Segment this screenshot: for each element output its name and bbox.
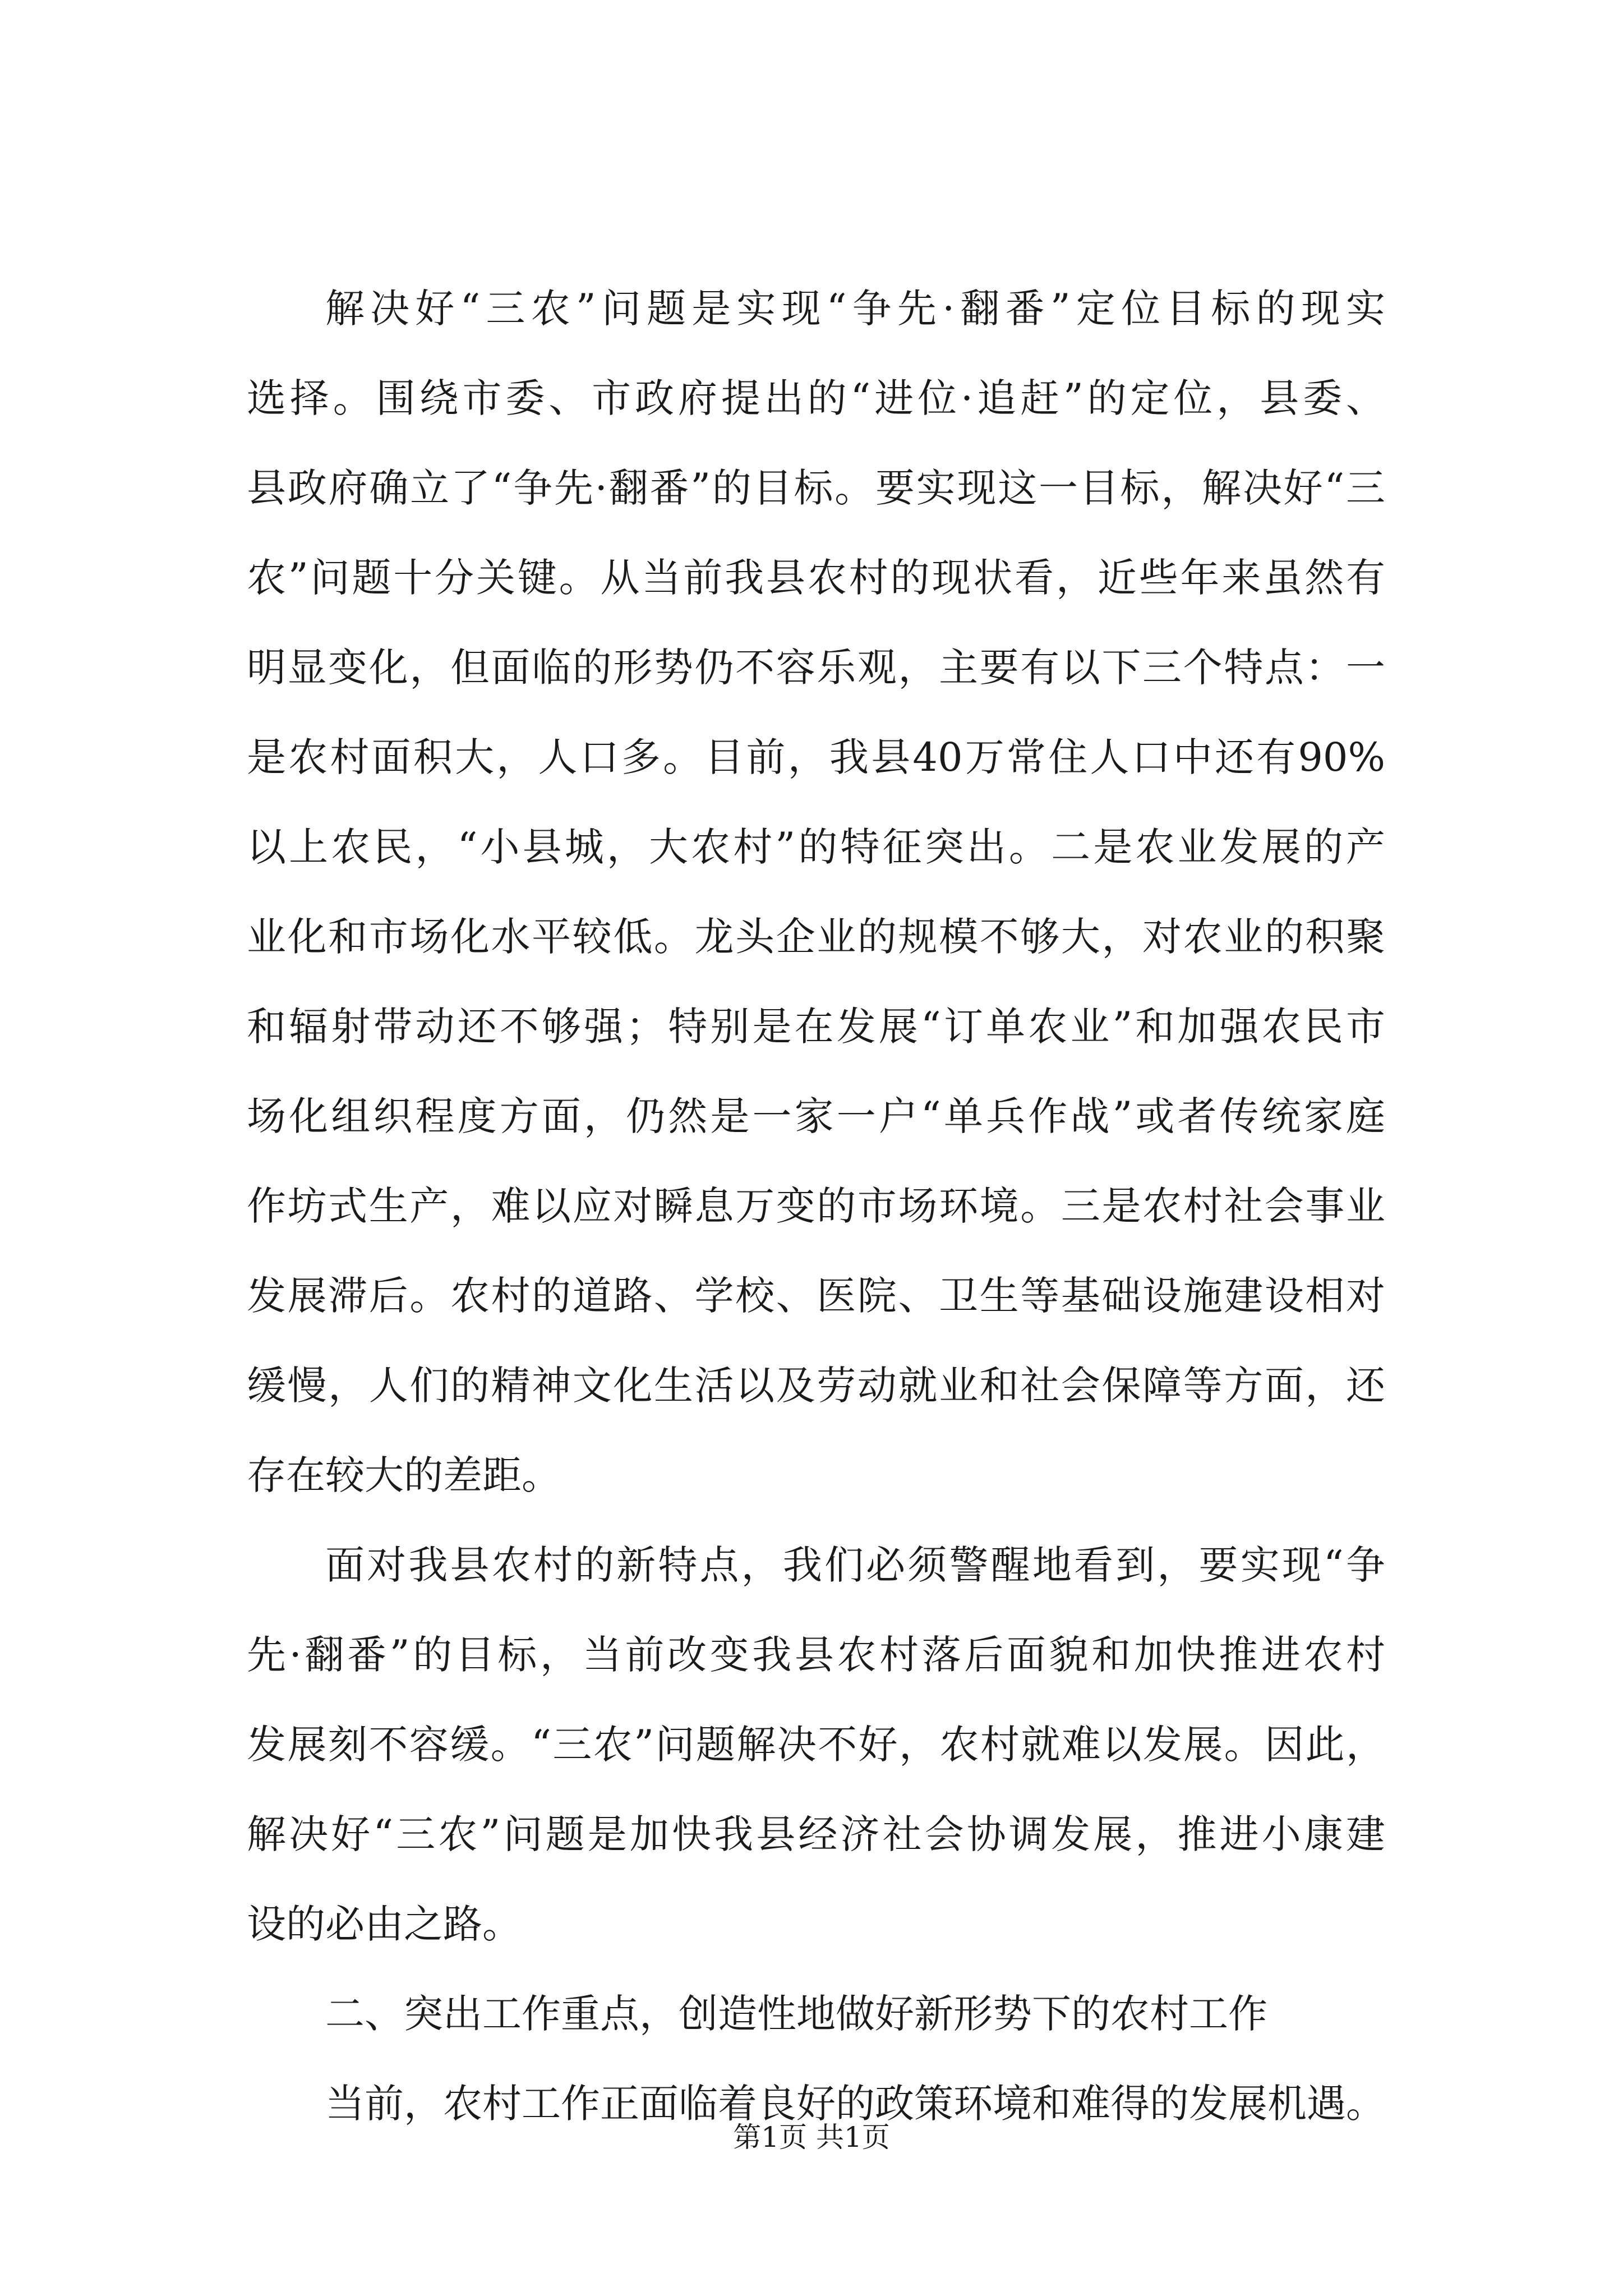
paragraph-1 xyxy=(247,264,1385,1520)
text-line: 选择。围绕市委、市政府提出的“进位·追赶”的定位，县委、 xyxy=(247,375,1385,421)
text-line: 以上农民，“小县城，大农村”的特征突出。二是农业发展的产 xyxy=(247,824,1385,870)
text-line: 明显变化，但面临的形势仍不容乐观，主要有以下三个特点：一 xyxy=(247,645,1385,691)
page-number-text: 第1页 共1页 xyxy=(733,2121,890,2154)
section-heading xyxy=(247,1969,1385,2059)
text-line: 发展刻不容缓。“三农”问题解决不好，农村就难以发展。因此， xyxy=(247,1722,1385,1768)
text-line: 缓慢，人们的精神文化生活以及劳动就业和社会保障等方面，还 xyxy=(247,1363,1385,1409)
text-line: 存在较大的差距。 xyxy=(247,1452,561,1498)
heading-text: 二、突出工作重点，创造性地做好新形势下的农村工作 xyxy=(325,1991,1267,2037)
text-line: 县政府确立了“争先·翻番”的目标。要实现这一目标，解决好“三 xyxy=(247,465,1385,511)
text-line: 发展滞后。农村的道路、学校、医院、卫生等基础设施建设相对 xyxy=(247,1273,1385,1319)
text-line: 面对我县农村的新特点，我们必须警醒地看到，要实现“争 xyxy=(325,1542,1385,1588)
text-line: 解决好“三农”问题是实现“争先·翻番”定位目标的现实 xyxy=(325,286,1385,332)
text-line: 设的必由之路。 xyxy=(247,1901,522,1947)
text-line: 解决好“三农”问题是加快我县经济社会协调发展，推进小康建 xyxy=(247,1811,1385,1857)
paragraph-2 xyxy=(247,1520,1385,1969)
text-line: 和辐射带动还不够强；特别是在发展“订单农业”和加强农民市 xyxy=(247,1004,1385,1050)
text-line: 作坊式生产，难以应对瞬息万变的市场环境。三是农村社会事业 xyxy=(247,1183,1385,1229)
text-line: 是农村面积大，人口多。目前，我县40万常住人口中还有90% xyxy=(247,734,1385,780)
text-line: 场化组织程度方面，仍然是一家一户“单兵作战”或者传统家庭 xyxy=(247,1093,1385,1139)
document-body xyxy=(247,264,1385,2148)
page-footer xyxy=(0,2118,1623,2157)
text-line: 先·翻番”的目标，当前改变我县农村落后面貌和加快推进农村 xyxy=(247,1632,1385,1678)
text-line: 农”问题十分关键。从当前我县农村的现状看，近些年来虽然有 xyxy=(247,555,1385,601)
text-line: 当前，农村工作正面临着良好的政策环境和难得的发展机遇。 xyxy=(325,2081,1385,2127)
text-line: 业化和市场化水平较低。龙头企业的规模不够大，对农业的积聚 xyxy=(247,914,1385,960)
